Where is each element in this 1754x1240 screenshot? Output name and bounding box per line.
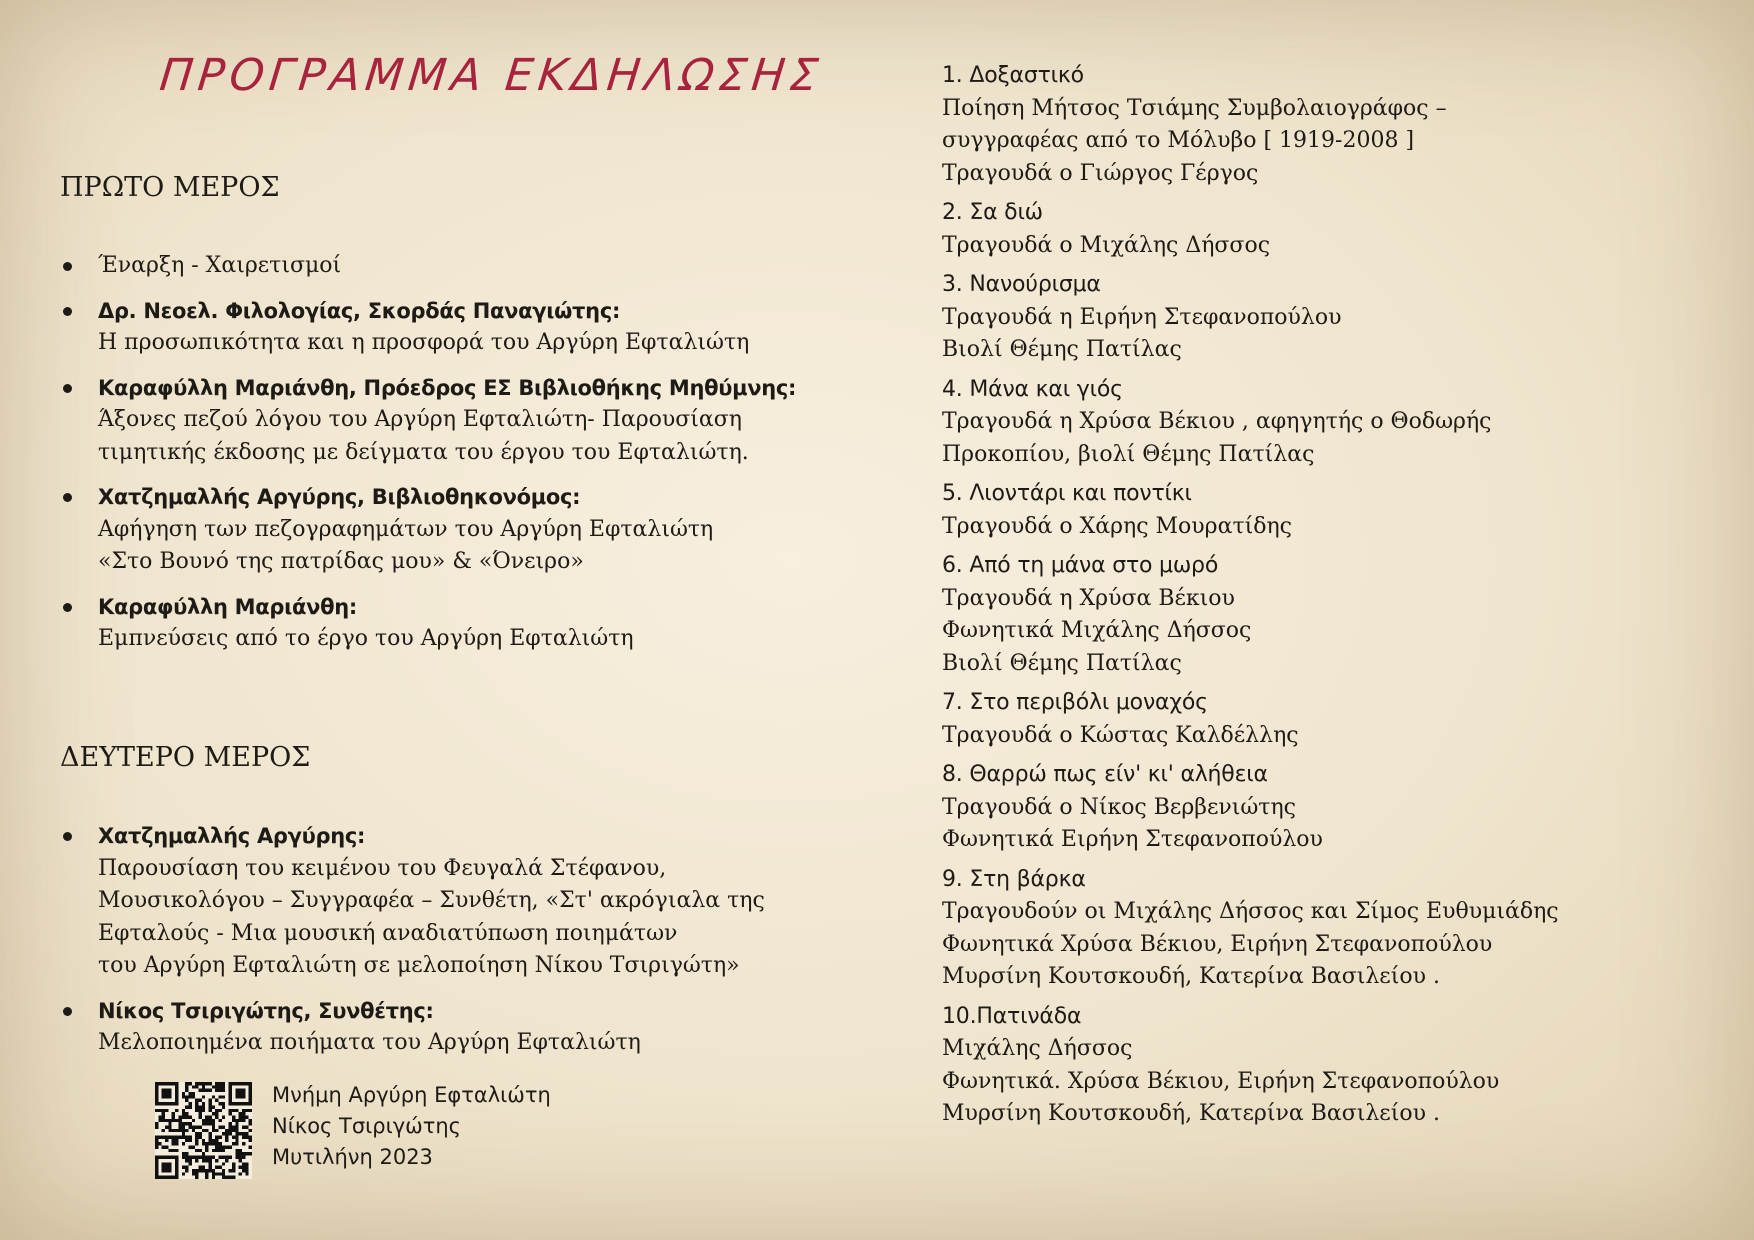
bullet-item	[60, 481, 820, 579]
program-item-line: Μιχάλης Δήσσος	[942, 1036, 1133, 1061]
bullet-item-line: του Αργύρη Εφταλιώτη σε μελοποίηση Νίκου Τσιριγώτη»	[98, 953, 740, 978]
program-item	[942, 1001, 1722, 1131]
bullet-item-head: Δρ. Νεοελ. Φιλολογίας, Σκορδάς Παναγιώτης:	[98, 298, 621, 323]
program-item-title: 8. Θαρρώ πως είν' κι' αλήθεια	[942, 762, 1268, 787]
program-item-line: Τραγουδά ο Μιχάλης Δήσσος	[942, 232, 1271, 258]
bullet-item	[60, 820, 820, 983]
bullet-item-line: Εμπνεύσεις από το έργο του Αργύρη Εφταλιώτη	[98, 626, 634, 651]
program-item-line: Τραγουδά ο Κώστας Καλδέλλης	[942, 722, 1299, 748]
bullet-item-line: Μουσικολόγου – Συγγραφέα – Συνθέτη, «Στ' ακρόγιαλα της	[98, 888, 765, 913]
program-item	[942, 687, 1722, 752]
program-item-title: 6. Από τη μάνα στο μωρό	[942, 553, 1219, 578]
bullet-item-line: Άξονες πεζού λόγου του Αργύρη Εφταλιώτη- Παρουσίαση	[98, 407, 742, 432]
bullet-item	[60, 372, 820, 470]
program-item	[942, 269, 1722, 367]
program-item-line: Μυρσίνη Κουτσκουδή, Κατερίνα Βασιλείου .	[942, 964, 1440, 989]
program-item	[942, 478, 1722, 543]
program-item	[942, 550, 1722, 680]
bullet-item-head: Χατζημαλλής Αργύρης:	[98, 824, 366, 848]
program-item-line: Τραγουδούν οι Μιχάλης Δήσσος και Σίμος Ευθυμιάδης	[942, 899, 1559, 924]
program-item-line: Τραγουδά ο Γιώργος Γέργος	[942, 160, 1259, 186]
program-item-line: Φωνητικά Ειρήνη Στεφανοπούλου	[942, 827, 1323, 852]
program-item-line: Φωνητικά Μιχάλης Δήσσος	[942, 618, 1252, 643]
bullet-item-line: Παρουσίαση του κειμένου του Φευγαλά Στέφανου,	[98, 855, 667, 881]
qr-caption-line: Νίκος Τσιριγώτης	[272, 1114, 462, 1138]
bullet-item-head: Καραφύλλη Μαριάνθη:	[98, 594, 357, 619]
program-item-title: 10.Πατινάδα	[942, 1003, 1082, 1029]
program-item-line: Προκοπίου, βιολί Θέμης Πατίλας	[942, 441, 1315, 467]
bullet-dot-icon	[63, 832, 72, 841]
part2-list	[60, 820, 820, 1072]
part1-heading: ΠΡΩΤΟ ΜΕΡΟΣ	[60, 172, 280, 203]
bullet-dot-icon	[63, 603, 72, 612]
bullet-item	[60, 295, 820, 360]
part1-list	[60, 250, 820, 668]
program-item	[942, 864, 1722, 994]
qr-caption-line: Μνήμη Αργύρη Εφταλιώτη	[272, 1083, 551, 1107]
bullet-item-head: Έναρξη - Χαιρετισμοί	[98, 253, 342, 278]
bullet-item	[60, 250, 820, 283]
program-item-line: Τραγουδά η Ειρήνη Στεφανοπούλου	[942, 304, 1342, 330]
bullet-item-line: τιμητικής έκδοσης με δείγματα του έργου του Εφταλιώτη.	[98, 439, 749, 465]
bullet-item-line: Μελοποιημένα ποιήματα του Αργύρη Εφταλιώτη	[98, 1030, 641, 1055]
bullet-item	[60, 995, 820, 1060]
bullet-dot-icon	[63, 1007, 72, 1016]
bullet-dot-icon	[63, 384, 72, 393]
bullet-item-head: Νίκος Τσιριγώτης, Συνθέτης:	[98, 998, 434, 1023]
program-item-title: 4. Μάνα και γιός	[942, 376, 1123, 402]
program-item	[942, 374, 1722, 472]
program-item-line: Φωνητικά. Χρύσα Βέκιου, Ειρήνη Στεφανοπούλου	[942, 1068, 1500, 1094]
program-item-line: Τραγουδά η Χρύσα Βέκιου	[942, 585, 1235, 611]
bullet-dot-icon	[63, 307, 72, 316]
program-item-line: Βιολί Θέμης Πατίλας	[942, 337, 1182, 362]
program-item-title: 2. Σα διώ	[942, 200, 1043, 225]
program-item-title: 5. Λιοντάρι και ποντίκι	[942, 481, 1192, 506]
qr-caption-line: Μυτιλήνη 2023	[272, 1145, 433, 1169]
bullet-item-head: Χατζημαλλής Αργύρης, Βιβλιοθηκονόμος:	[98, 485, 581, 509]
program-item-line: Μυρσίνη Κουτσκουδή, Κατερίνα Βασιλείου .	[942, 1101, 1440, 1126]
program-item-line: Τραγουδά ο Νίκος Βερβενιώτης	[942, 794, 1296, 820]
program-item-line: Τραγουδά ο Χάρης Μουρατίδης	[942, 513, 1292, 539]
program-item-line: συγγραφέας από το Μόλυβο [ 1919-2008 ]	[942, 128, 1415, 153]
page-title: ΠΡΟΓΡΑΜΜΑ ΕΚΔΗΛΩΣΗΣ	[157, 50, 826, 101]
program-item	[942, 759, 1722, 857]
qr-caption	[272, 1080, 551, 1173]
bullet-item-line: Αφήγηση των πεζογραφημάτων του Αργύρη Εφταλιώτη	[98, 516, 714, 542]
bullet-item-head: Καραφύλλη Μαριάνθη, Πρόεδρος ΕΣ Βιβλιοθήκης Μηθύμνης:	[98, 375, 797, 400]
program-item-title: 1. Δοξαστικό	[942, 63, 1084, 88]
bullet-dot-icon	[63, 493, 72, 502]
program-item	[942, 60, 1722, 190]
program-item-line: Βιολί Θέμης Πατίλας	[942, 650, 1182, 676]
program-item-title: 3. Νανούρισμα	[942, 272, 1101, 297]
qr-code-icon[interactable]	[155, 1082, 252, 1179]
program-list	[942, 60, 1722, 1138]
program-item	[942, 197, 1722, 262]
part2-heading: ΔΕΥΤΕΡΟ ΜΕΡΟΣ	[60, 742, 311, 773]
bullet-item-line: «Στο Βουνό της πατρίδας μου» & «Όνειρο»	[98, 549, 584, 574]
program-item-line: Ποίηση Μήτσος Τσιάμης Συμβολαιογράφος –	[942, 95, 1447, 121]
program-item-title: 9. Στη βάρκα	[942, 866, 1086, 892]
program-item-line: Τραγουδά η Χρύσα Βέκιου , αφηγητής ο Θοδωρής	[942, 409, 1492, 434]
program-item-line: Φωνητικά Χρύσα Βέκιου, Ειρήνη Στεφανοπούλου	[942, 931, 1493, 957]
bullet-item-line: Εφταλούς - Μια μουσική αναδιατύπωση ποιημάτων	[98, 920, 678, 946]
bullet-item-line: Η προσωπικότητα και η προσφορά του Αργύρη Εφταλιώτη	[98, 330, 750, 355]
bullet-item	[60, 591, 820, 656]
bullet-dot-icon	[63, 262, 72, 271]
program-item-title: 7. Στο περιβόλι μοναχός	[942, 690, 1208, 715]
